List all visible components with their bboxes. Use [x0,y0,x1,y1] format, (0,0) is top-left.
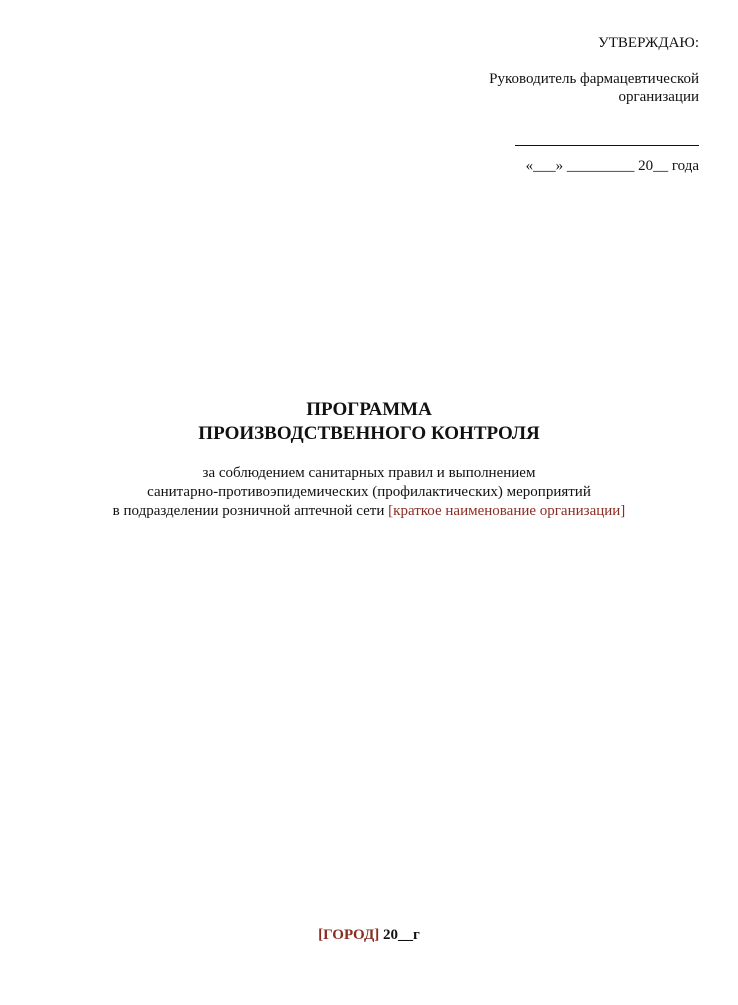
year-text: 20__г [379,927,420,943]
document-title-line-1: ПРОГРАММА [306,399,432,420]
subtitle-line-2: санитарно-противоэпидемических (профилактических) мероприятий [147,484,591,500]
subtitle-line-3 [0,502,738,521]
city-year-footer [0,925,738,945]
organization-name-placeholder: [краткое наименование организации] [388,503,626,519]
subtitle-line-1: за соблюдением санитарных правил и выполнением [202,465,536,481]
document-title-block [0,398,738,521]
approver-role [399,70,699,106]
city-placeholder: [ГОРОД] [318,927,380,943]
document-title-line-2: ПРОИЗВОДСТВЕННОГО КОНТРОЛЯ [198,423,540,444]
approval-block [399,34,699,175]
approval-date-line: «___» _________ 20__ года [525,158,699,174]
document-subtitle [0,464,738,521]
approval-title: УТВЕРЖДАЮ: [598,35,699,51]
signature-line [515,132,699,146]
subtitle-line-3-text: в подразделении розничной аптечной сети [112,503,389,519]
approver-role-line-1: Руководитель фармацевтической [489,71,699,87]
approver-role-line-2: организации [618,89,699,105]
